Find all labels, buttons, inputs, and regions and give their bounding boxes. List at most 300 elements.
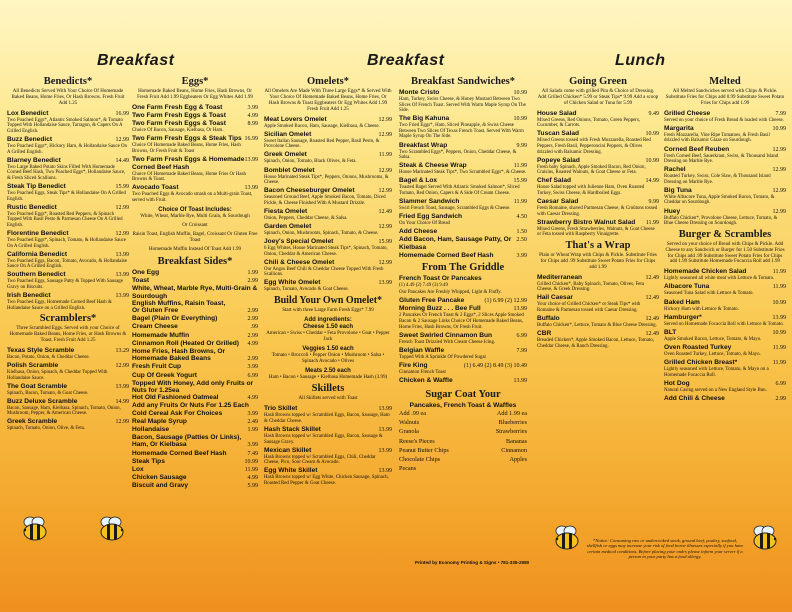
- item-description: French Toast Drizzled With Cream Cheese Icing.: [399, 339, 496, 345]
- item-name: Bomblet Omelet: [264, 166, 315, 174]
- item-name: Margarita: [664, 124, 694, 132]
- item-price: 13.99: [115, 272, 129, 279]
- item-price: 6.99: [516, 332, 527, 339]
- menu-item: [537, 315, 659, 323]
- item-description: Hash Browns topped w/ Scrambled Eggs, Bacon, Sausage & Sausage Gravy.: [264, 434, 383, 445]
- item-name: House Salad: [537, 109, 577, 117]
- menu-item: [132, 307, 258, 315]
- item-name: Two Farm Fresh Eggs & Toast: [132, 111, 226, 119]
- menu-item: [264, 151, 392, 159]
- item-price: 5.99: [247, 483, 258, 490]
- item-price: 13.99: [244, 156, 258, 163]
- item-name: Cup Of Greek Yogurt: [132, 371, 197, 379]
- item-price: 11.99: [645, 219, 659, 226]
- item-price: 13.99: [513, 377, 527, 384]
- item-name: Greek Omelet: [264, 151, 307, 159]
- item-price: 12.99: [772, 208, 786, 215]
- item-price: 13.99: [378, 468, 392, 475]
- sandwiches-title: Breakfast Sandwiches*: [411, 76, 515, 87]
- item-description: Two Fried Eggs*, Ham, Sliced Pineapple, & Swiss Cheese Between Two Slices Of Texas French Toast. Served With Warm Maple Syrup On The Side.: [399, 123, 524, 140]
- menu-item: [537, 219, 659, 227]
- item-name: Joey's Special Omelet: [264, 238, 334, 246]
- item-description: Bacon, Potato, Onion, & Cheddar Cheese.: [7, 354, 90, 360]
- item-name: Tuscan Salad: [537, 130, 580, 138]
- menu-item: [399, 377, 527, 385]
- topping: Strawberries: [495, 428, 527, 436]
- item-description: Two Poached Eggs, Steak Tips* & Hollandaise On A Grilled English.: [7, 190, 126, 202]
- menu-item: [537, 274, 659, 282]
- menu-item: [132, 300, 258, 307]
- menu-item: [399, 162, 527, 170]
- item-description: 2 Pancakes Or French Toast & 2 Eggs*, 2 Slices Apple Smoked Bacon & 2 Sausage Links Choice Of Homemade Baked Beans, Home Fries, Hash Browns, Or Fresh Fruit.: [399, 313, 524, 330]
- item-price: 12.99: [772, 146, 786, 153]
- item-price: 12.99: [115, 204, 129, 211]
- benedicts-title: Benedicts*: [43, 76, 93, 87]
- menu-item: [132, 426, 258, 434]
- menu-item: [664, 187, 786, 195]
- item-price: 12.49: [645, 274, 659, 281]
- item-price: 13.99: [378, 427, 392, 434]
- item-price: 10.99: [772, 299, 786, 306]
- menu-item: [399, 275, 527, 283]
- item-description: Fresh Mozzarella, Vine Ripe Tomatoes, & Fresh Basil drizzled with Balsamic Glaze on Sourdough.: [664, 132, 770, 144]
- item-price: 13.99: [115, 293, 129, 299]
- menu-item: [264, 167, 392, 175]
- item-description: Our Pancakes Are Freshly Whipped, Light & Fluffy.: [399, 290, 502, 296]
- menu-item: [132, 184, 258, 192]
- item-name: White, Wheat, Marble Rye, Multi-Grain & Sourdough: [132, 285, 258, 300]
- scramblers-note: Three Scrambled Eggs. Served with your Choice of Homemade Baked Beans, Home Fries, or Hash Browns & Toast. Fresh Fruit Add 1.25: [9, 326, 127, 343]
- item-price: 13.99: [378, 406, 392, 413]
- item-name: Homemade Muffin: [132, 331, 190, 339]
- item-name: Big Tuna: [664, 186, 692, 194]
- menu-item: [132, 355, 258, 363]
- menu-item: [399, 252, 527, 260]
- item-description: Ham, Turkey, Swiss Cheese, & Honey Mustard Between Two Slices Of French Toast. Served With Warm Maple Syrup On The Side.: [399, 97, 526, 114]
- item-name: Meat Lovers Omelet: [264, 115, 327, 123]
- item-name: Morning Buzz . . . Bee Full: [399, 305, 481, 313]
- item-name: Oven Roasted Turkey: [664, 343, 732, 351]
- item-description: White Albacore Tuna, Apple Smoked Bacon, Tomato, & Cheddar on Sourdough.: [664, 194, 775, 206]
- column-eggs: [132, 74, 258, 491]
- item-price: 14.99: [115, 398, 129, 405]
- topping: Add .99 ea: [399, 409, 426, 417]
- sides-list: [132, 269, 258, 491]
- item-price: 11.99: [378, 152, 392, 159]
- item-name: Buffalo: [537, 315, 560, 323]
- item-name: Mediterranean: [537, 273, 583, 281]
- item-name: Garden Omelet: [264, 222, 312, 230]
- menu-item: [399, 228, 527, 236]
- menu-item: [7, 383, 129, 391]
- item-name: Hot Dog: [664, 379, 690, 387]
- topping: Bananas: [506, 437, 527, 445]
- byo-meats-body: Ham • Bacon • Sausage • Kielbasa Homemade Hash (3.99): [268, 374, 388, 380]
- menu-item: [264, 238, 392, 246]
- menu-item: [664, 146, 786, 154]
- item-description: Seasoned Tuna Salad with Lettuce & Tomato.: [664, 291, 754, 297]
- byo-add: Add ingredients:: [304, 316, 352, 323]
- item-description: Served on your choice of Fresh Bread & loaded with Cheese.: [664, 117, 784, 123]
- item-description: Lightly seasoned all white meat with Lettuce & Tomato.: [664, 276, 775, 282]
- topping: Pecans: [399, 465, 417, 473]
- item-description: Hickory Ham with Lettuce & Tomato.: [664, 306, 739, 312]
- item-name: Blarney Benedict: [7, 156, 61, 164]
- item-price: 7.99: [516, 347, 527, 354]
- menu-item: [399, 177, 527, 185]
- breakfast-banner-right: Breakfast: [367, 52, 445, 69]
- item-name: Trio Skillet: [264, 405, 298, 413]
- topping: Blueberries: [498, 419, 527, 427]
- item-description: Two Poached Eggs, Bacon, Tomato, Avocado, & Hollandaise Sauce On A Grilled English.: [7, 258, 127, 270]
- item-name: Albacore Tuna: [664, 283, 710, 291]
- item-price: 4.99: [247, 475, 258, 482]
- menu-item: [399, 198, 527, 206]
- item-name: Rustic Benedict: [7, 203, 57, 211]
- item-price: 12.99: [378, 116, 392, 123]
- item-description: Seasoned Ground Beef, Apple Smoked Bacon, Tomato, Diced Pickle, & Cheese Finished With A Mustard Drizzle.: [264, 195, 386, 206]
- menu-item: [132, 269, 258, 277]
- item-price: 11.99: [772, 284, 786, 291]
- item-price: 14.99: [645, 178, 659, 185]
- item-description: Buffalo Chicken*, Lettuce, Tomato & Blue Cheese Dressing.: [537, 323, 657, 329]
- item-description: Buffalo Chicken*, Provolone Cheese, Lettuce, Tomato, & Blue Cheese Dressing on Sourdough.: [664, 215, 778, 227]
- menu-item: [7, 271, 129, 279]
- menu-item: [399, 347, 527, 355]
- item-name: Monte Cristo: [399, 89, 440, 96]
- benedicts-note: All Benedicts Served With Your Choice Of Homemade Baked Beans, Home Fries, Or Hash Browns. Fresh Fruit Add 1.25: [11, 89, 125, 106]
- item-description: Two Poached Eggs & Avocado smash on a Multi-grain Toast, served with Fruit.: [132, 192, 253, 203]
- menu-item: [399, 297, 527, 305]
- item-price: 10.99: [645, 131, 659, 138]
- item-name: Mexican Skillet: [264, 446, 312, 454]
- item-name: Slammer Sandwich: [399, 198, 460, 206]
- item-name: Steak Tip Benedict: [7, 182, 66, 190]
- item-price: 2.99: [247, 356, 258, 363]
- item-name: The Big Kahuna: [399, 115, 450, 123]
- item-price: 4.99: [247, 112, 258, 119]
- item-description: Grilled Chicken*, Baby Spinach, Tomato, Olives, Feta Cheese, & Greek Dressing.: [537, 281, 644, 293]
- item-price: 3.99: [247, 442, 258, 449]
- item-price: 12.99: [378, 188, 392, 195]
- item-name: Grilled Chicken Breast*: [664, 358, 738, 366]
- item-price: 6.99: [775, 380, 786, 387]
- item-name: Or Gluten Free: [132, 307, 179, 315]
- item-description: Spinach, Tomato, Avocado & Goat Cheese.: [264, 287, 349, 293]
- item-description: Two Poached Eggs, Sausage Patty & Topped With Sausage Gravy on Biscuits.: [7, 279, 123, 290]
- item-price: 12.99: [378, 259, 392, 266]
- item-price: 13.99: [378, 280, 392, 287]
- topping: Granola: [399, 428, 419, 436]
- item-price: 12.99: [772, 167, 786, 174]
- item-name: Biscuit and Gravy: [132, 482, 189, 490]
- menu-item: [132, 418, 258, 426]
- menu-item: [537, 177, 659, 185]
- item-description: Lightly seasoned with Lettuce, Tomato, & Mayo on a Homemade Focaccia Roll.: [664, 366, 769, 378]
- item-price: 4.99: [247, 340, 258, 347]
- item-price: 16.99: [115, 110, 129, 117]
- item-name: Homemade Baked Beans: [132, 355, 211, 363]
- item-price: 1.50: [516, 229, 527, 236]
- item-name: Polish Scramble: [7, 362, 59, 369]
- item-price: 11.99: [513, 163, 527, 170]
- item-description: Spinach, Tomato, Onion, Olive, & Feta.: [7, 426, 86, 432]
- column-melted: [664, 74, 786, 403]
- column-benedicts: [7, 74, 129, 434]
- item-description: Toasted Bagel Served With Atlantic Smoked Salmon*, Sliced Tomato, Red Onion, Capers & A Side Of Cream Cheese.: [399, 185, 520, 196]
- item-price: 1.99: [247, 427, 258, 434]
- menu-item: [7, 292, 129, 300]
- item-price: 10.99: [772, 329, 786, 336]
- item-description: Hash Browns topped w/ Scrambled Eggs, Bacon, Sausage, Ham & Cheddar Cheese.: [264, 413, 390, 424]
- item-name: Cream Cheese: [132, 323, 178, 331]
- burgers-title: Burger & Scrambles: [678, 228, 772, 240]
- item-name: Corned Beef Reuben: [664, 145, 730, 153]
- item-price: 2.99: [247, 316, 258, 323]
- skillets-list: [264, 405, 392, 486]
- menu-item: [664, 380, 786, 388]
- menu-item: [7, 204, 129, 212]
- item-price: 4.50: [516, 214, 527, 221]
- menu-item: [399, 213, 527, 221]
- going-green-note: All Salads come with grilled Pita & Choice of Dressing. Add Grilled Chicken* 5.99 or Steak Tips* 9.99 Add a scoop of Chicken Salad or Tuna for 5.99: [537, 89, 659, 106]
- wrap-list: [537, 274, 659, 350]
- griddle-list: [399, 275, 527, 385]
- menu-item: [132, 120, 258, 128]
- item-description: Your choice of Grilled Chicken* or Steak Tips* with Romaine & Parmesan tossed with Caesar Dressing.: [537, 302, 641, 313]
- menu-item: [132, 441, 258, 449]
- item-description: Breaded Chicken*, Apple Smoked Bacon, Lettuce, Tomato, Cheddar Cheese, & Ranch Dressing.: [537, 338, 654, 349]
- eggs-list: [132, 104, 258, 204]
- item-price: (1) 6.99 (2) 12.99: [484, 298, 527, 305]
- item-description: 6 Egg Whites, House Marinated Steak Tips*, Spinach, Tomato, Onion, Cheddar & American Cheese.: [264, 246, 388, 257]
- item-price: .99: [250, 324, 258, 331]
- wrap-title: That's a Wrap: [565, 239, 631, 251]
- item-name: Grilled Cheese: [664, 109, 711, 117]
- item-description: Topped With A Sprinkle Of Powdered Sugar: [399, 354, 487, 360]
- item-name: Greek Scramble: [7, 418, 58, 426]
- item-name: Real Maple Syrup: [132, 417, 187, 425]
- menu-item: [132, 474, 258, 482]
- item-description: Kielbasa, Onion, Spinach, & Cheddar Topped With Hollandaise Sauce.: [7, 370, 108, 381]
- menu-item: [132, 410, 258, 418]
- item-name: Hail Caesar: [537, 294, 573, 302]
- topping: [463, 464, 527, 473]
- menu-item: [664, 329, 786, 337]
- item-price: 2.99: [247, 278, 258, 285]
- item-name: Lox Benedict: [7, 109, 49, 117]
- eggs-note: Homemade Baked Beans, Home Fries, Hash Browns, Or Fresh Fruit Add 1.99 Eggbeaters Or Egg Whites Add 1.99: [137, 89, 253, 100]
- item-name: Florentine Benedict: [7, 229, 69, 237]
- going-green-list: [537, 110, 659, 238]
- menu-item: [664, 110, 786, 118]
- item-price: 13.99: [513, 306, 527, 313]
- item-name: Egg White Skillet: [264, 467, 318, 475]
- item-price: 7.99: [775, 110, 786, 117]
- item-name: Two Farm Fresh Eggs & Steak Tips: [132, 134, 242, 142]
- byo-meats-head: Meats 2.50 each: [305, 367, 351, 374]
- topping: Add 1.99 ea: [496, 409, 527, 417]
- item-name: Southern Benedict: [7, 271, 66, 279]
- menu-item: [399, 362, 527, 370]
- item-description: Two Poached Eggs*, Roasted Red Peppers, & Spinach Topped With Basil Pesto & Parmesan Cheese On A Grilled English.: [7, 211, 123, 228]
- item-price: 12.99: [115, 230, 129, 237]
- menu-item: [264, 447, 392, 455]
- sugar-title: Sugar Coat Your: [425, 388, 501, 400]
- item-description: On Your Choice Of Bread: [399, 221, 450, 227]
- item-price: 12.49: [645, 316, 659, 323]
- item-name: Rachel: [664, 166, 686, 174]
- item-name: Bacon, Sausage (Patties Or Links),: [132, 434, 242, 442]
- item-description: Spinach, Bacon, Tomato, & Goat Cheese.: [7, 390, 89, 396]
- scramblers-title: Scramblers*: [39, 313, 97, 325]
- item-description: Apple Smoked Bacon, Ham, Sausage, Kielbasa, & Cheese.: [264, 123, 380, 129]
- menu-item: [7, 251, 129, 259]
- omelets-title: Omelets*: [307, 76, 349, 87]
- menu-item: [132, 315, 258, 323]
- item-price: 11.99: [244, 467, 258, 474]
- going-green-title: Going Green: [569, 76, 627, 87]
- menu-item: [537, 198, 659, 206]
- menu-item: [664, 283, 786, 291]
- toast-title: Choice Of Toast Includes:: [158, 207, 232, 214]
- item-price: 12.99: [378, 223, 392, 230]
- item-price: 2.99: [775, 395, 786, 402]
- item-name: English Muffins, Raisin Toast,: [132, 299, 226, 307]
- skillets-note: All Skillets served with Toast: [298, 396, 358, 402]
- item-name: CBR: [537, 330, 552, 338]
- item-name: Fire King: [399, 361, 428, 369]
- item-description: Two Poached Eggs*, Atlantic Smoked Salmon*, & Tomato Topped With Hollandaise Sauce, Tarragon, & Capers On A Grilled English.: [7, 117, 123, 134]
- item-name: One Egg: [132, 269, 160, 276]
- column-omelets: [264, 74, 392, 488]
- item-description: Mixed Greens tossed with Fresh Mozzarella, Roasted Red Peppers, Fresh Basil, Pepperoncini Peppers, & Olives drizzled with Balsamic Dressing.: [537, 138, 651, 155]
- item-name: French Toast Or Pancakes: [399, 275, 482, 283]
- item-description: Mixed Greens, Fresh Strawberries, Walnuts, & Goat Cheese or Feta tossed with Raspberry Vinaigrette.: [537, 226, 655, 238]
- item-description: Cinnamon French Toast: [399, 369, 446, 375]
- menu-item: [264, 279, 392, 287]
- menu-item: [264, 116, 392, 124]
- item-name: Homemade Corned Beef Hash: [132, 449, 227, 457]
- topping: Reese's Pieces: [399, 437, 435, 445]
- menu-item: [264, 405, 392, 413]
- item-name: Popeye Salad: [537, 156, 580, 164]
- bee-icon: [18, 516, 52, 542]
- item-name: Buzz Benedict: [7, 136, 53, 143]
- item-name: Fiesta Omelet: [264, 207, 308, 215]
- menu-item: [399, 305, 527, 313]
- item-price: 4.99: [247, 395, 258, 402]
- bee-icon: [550, 525, 584, 551]
- item-description: Two Poached Eggs*, Hickory Ham, & Hollandaise Sauce On A Grilled English.: [7, 144, 127, 155]
- item-price: 9.99: [516, 142, 527, 149]
- byo-cheese-head: Cheese 1.50 each: [302, 323, 354, 330]
- item-description: Oven Roasted Turkey, Lettuce, Tomato, & Mayo.: [664, 351, 761, 357]
- item-name: Buzz Deluxe Scramble: [7, 397, 78, 405]
- item-price: 7.49: [247, 450, 258, 457]
- omelets-list: [264, 116, 392, 293]
- item-name: Hash Stack Skillet: [264, 426, 321, 434]
- item-description: Two Large Baked Potato Skins Filled With Homemade Corned Beef Hash, Two Poached Eggs*, Hollandaise Sauce, & Fresh Sliced Scallions.: [7, 164, 126, 181]
- menu-item: [399, 142, 527, 150]
- item-price: 13.99: [115, 251, 129, 258]
- item-price: 12.49: [645, 295, 659, 302]
- sugar-toppings: [399, 409, 527, 473]
- menu-item: [664, 359, 786, 367]
- item-price: 3.99: [247, 104, 258, 111]
- byo-title: Build Your Own Omelet*: [273, 295, 383, 307]
- melted-note: All Melted Sandwiches served with Chips & Pickle. Substitute Fries for Chips add 0.99 Substitute Sweet Potato Fries for Chips add 1.99: [665, 89, 785, 106]
- item-description: Apple Smoked Bacon, Lettuce, Tomato, & Mayo.: [664, 336, 762, 342]
- item-name: Home Fries, Hash Browns, Or: [132, 348, 226, 356]
- benedicts-list: [7, 110, 129, 311]
- item-name: Gluten Free Pancake: [399, 297, 465, 305]
- item-price: 10.99: [244, 458, 258, 465]
- item-name: One Farm Fresh Egg & Toast: [132, 103, 223, 111]
- item-description: Two Scrambled Eggs*, Peppers, Onion, Cheddar Cheese, & Salsa.: [399, 149, 517, 161]
- item-name: Sicilian Omelet: [264, 130, 312, 138]
- item-name: Homemade Chicken Salad: [664, 268, 747, 276]
- menu-item: [664, 208, 786, 216]
- item-price: 2.50: [516, 237, 527, 244]
- item-name: The Goat Scramble: [7, 382, 68, 390]
- item-name: Bagel (Plain Or Everything): [132, 315, 218, 323]
- item-name: Hot Old Fashioned Oatmeal: [132, 394, 219, 402]
- item-name: Texas Style Scramble: [7, 346, 75, 354]
- item-price: 13.99: [115, 383, 129, 390]
- item-name: Chicken Sausage: [132, 474, 187, 482]
- menu-item: [132, 112, 258, 120]
- menu-item: [664, 166, 786, 174]
- item-price: 8.99: [247, 120, 258, 127]
- item-description: House Marinated Steak Tips*, Two Scrambled Eggs*, & Cheese.: [399, 170, 527, 176]
- menu-item: [132, 323, 258, 331]
- menu-item: [264, 187, 392, 195]
- item-name: Lox: [132, 466, 144, 474]
- item-name: Two Farm Fresh Eggs & Homemade Corned Beef Hash: [132, 155, 245, 171]
- item-name: Belgian Waffle: [399, 346, 445, 354]
- menu-item: [264, 131, 392, 139]
- item-price: (1) 6.49 (2) 8.49 (3) 10.49: [464, 362, 527, 369]
- item-price: 9.49: [648, 110, 659, 117]
- melted-title: Melted: [709, 76, 741, 87]
- menu-item: [132, 277, 258, 285]
- item-description: Choice Of Bacon, Sausage, Kielbasa, Or Ham.: [132, 127, 224, 133]
- item-description: (1) 4.49 (2) 7.49 (3) 9.49: [399, 283, 448, 289]
- item-description: House Salad topped with Julienne Ham, Oven Roasted Turkey, Swiss Cheese, & Hardboiled Eggs.: [537, 185, 645, 196]
- menu-item: [132, 458, 258, 466]
- menu-item: [664, 125, 786, 133]
- item-name: BLT: [664, 328, 677, 336]
- menu-item: [132, 372, 258, 380]
- menu-item: [7, 136, 129, 144]
- item-description: Sweet Italian Sausage, Roasted Red Pepper, Basil Pesto, & Provolone Cheese.: [264, 138, 380, 150]
- column-salads: [537, 74, 659, 351]
- bee-icon: [748, 525, 782, 551]
- byo-veggies-body: Tomato • Broccoli • Pepper Onion • Mushroom • Salsa • Spinach Avocado • Olives: [271, 352, 385, 364]
- item-description: Fresh Corned Beef, Sauerkraut, Swiss, & Thousand Island Dressing on Marble Rye.: [664, 153, 779, 165]
- bee-icon: [95, 516, 129, 542]
- topping: Cinnamon: [501, 446, 527, 454]
- item-price: 12.99: [378, 167, 392, 174]
- item-description: Fresh Romaine, shaved Parmesan Cheese, & Croûtons tossed with Caesar Dressing.: [537, 206, 658, 217]
- item-price: 16.99: [244, 135, 258, 142]
- item-name: Add Bacon, Ham, Sausage Patty, Or Kielbasa: [399, 236, 512, 252]
- menu-item: [7, 110, 129, 118]
- item-description: Roasted Turkey, Swiss, Cole Slaw, & Thousand Island Dressing on Marble Rye.: [664, 174, 771, 185]
- item-price: 1.99: [247, 270, 258, 276]
- sides-title: Breakfast Sides*: [157, 256, 233, 267]
